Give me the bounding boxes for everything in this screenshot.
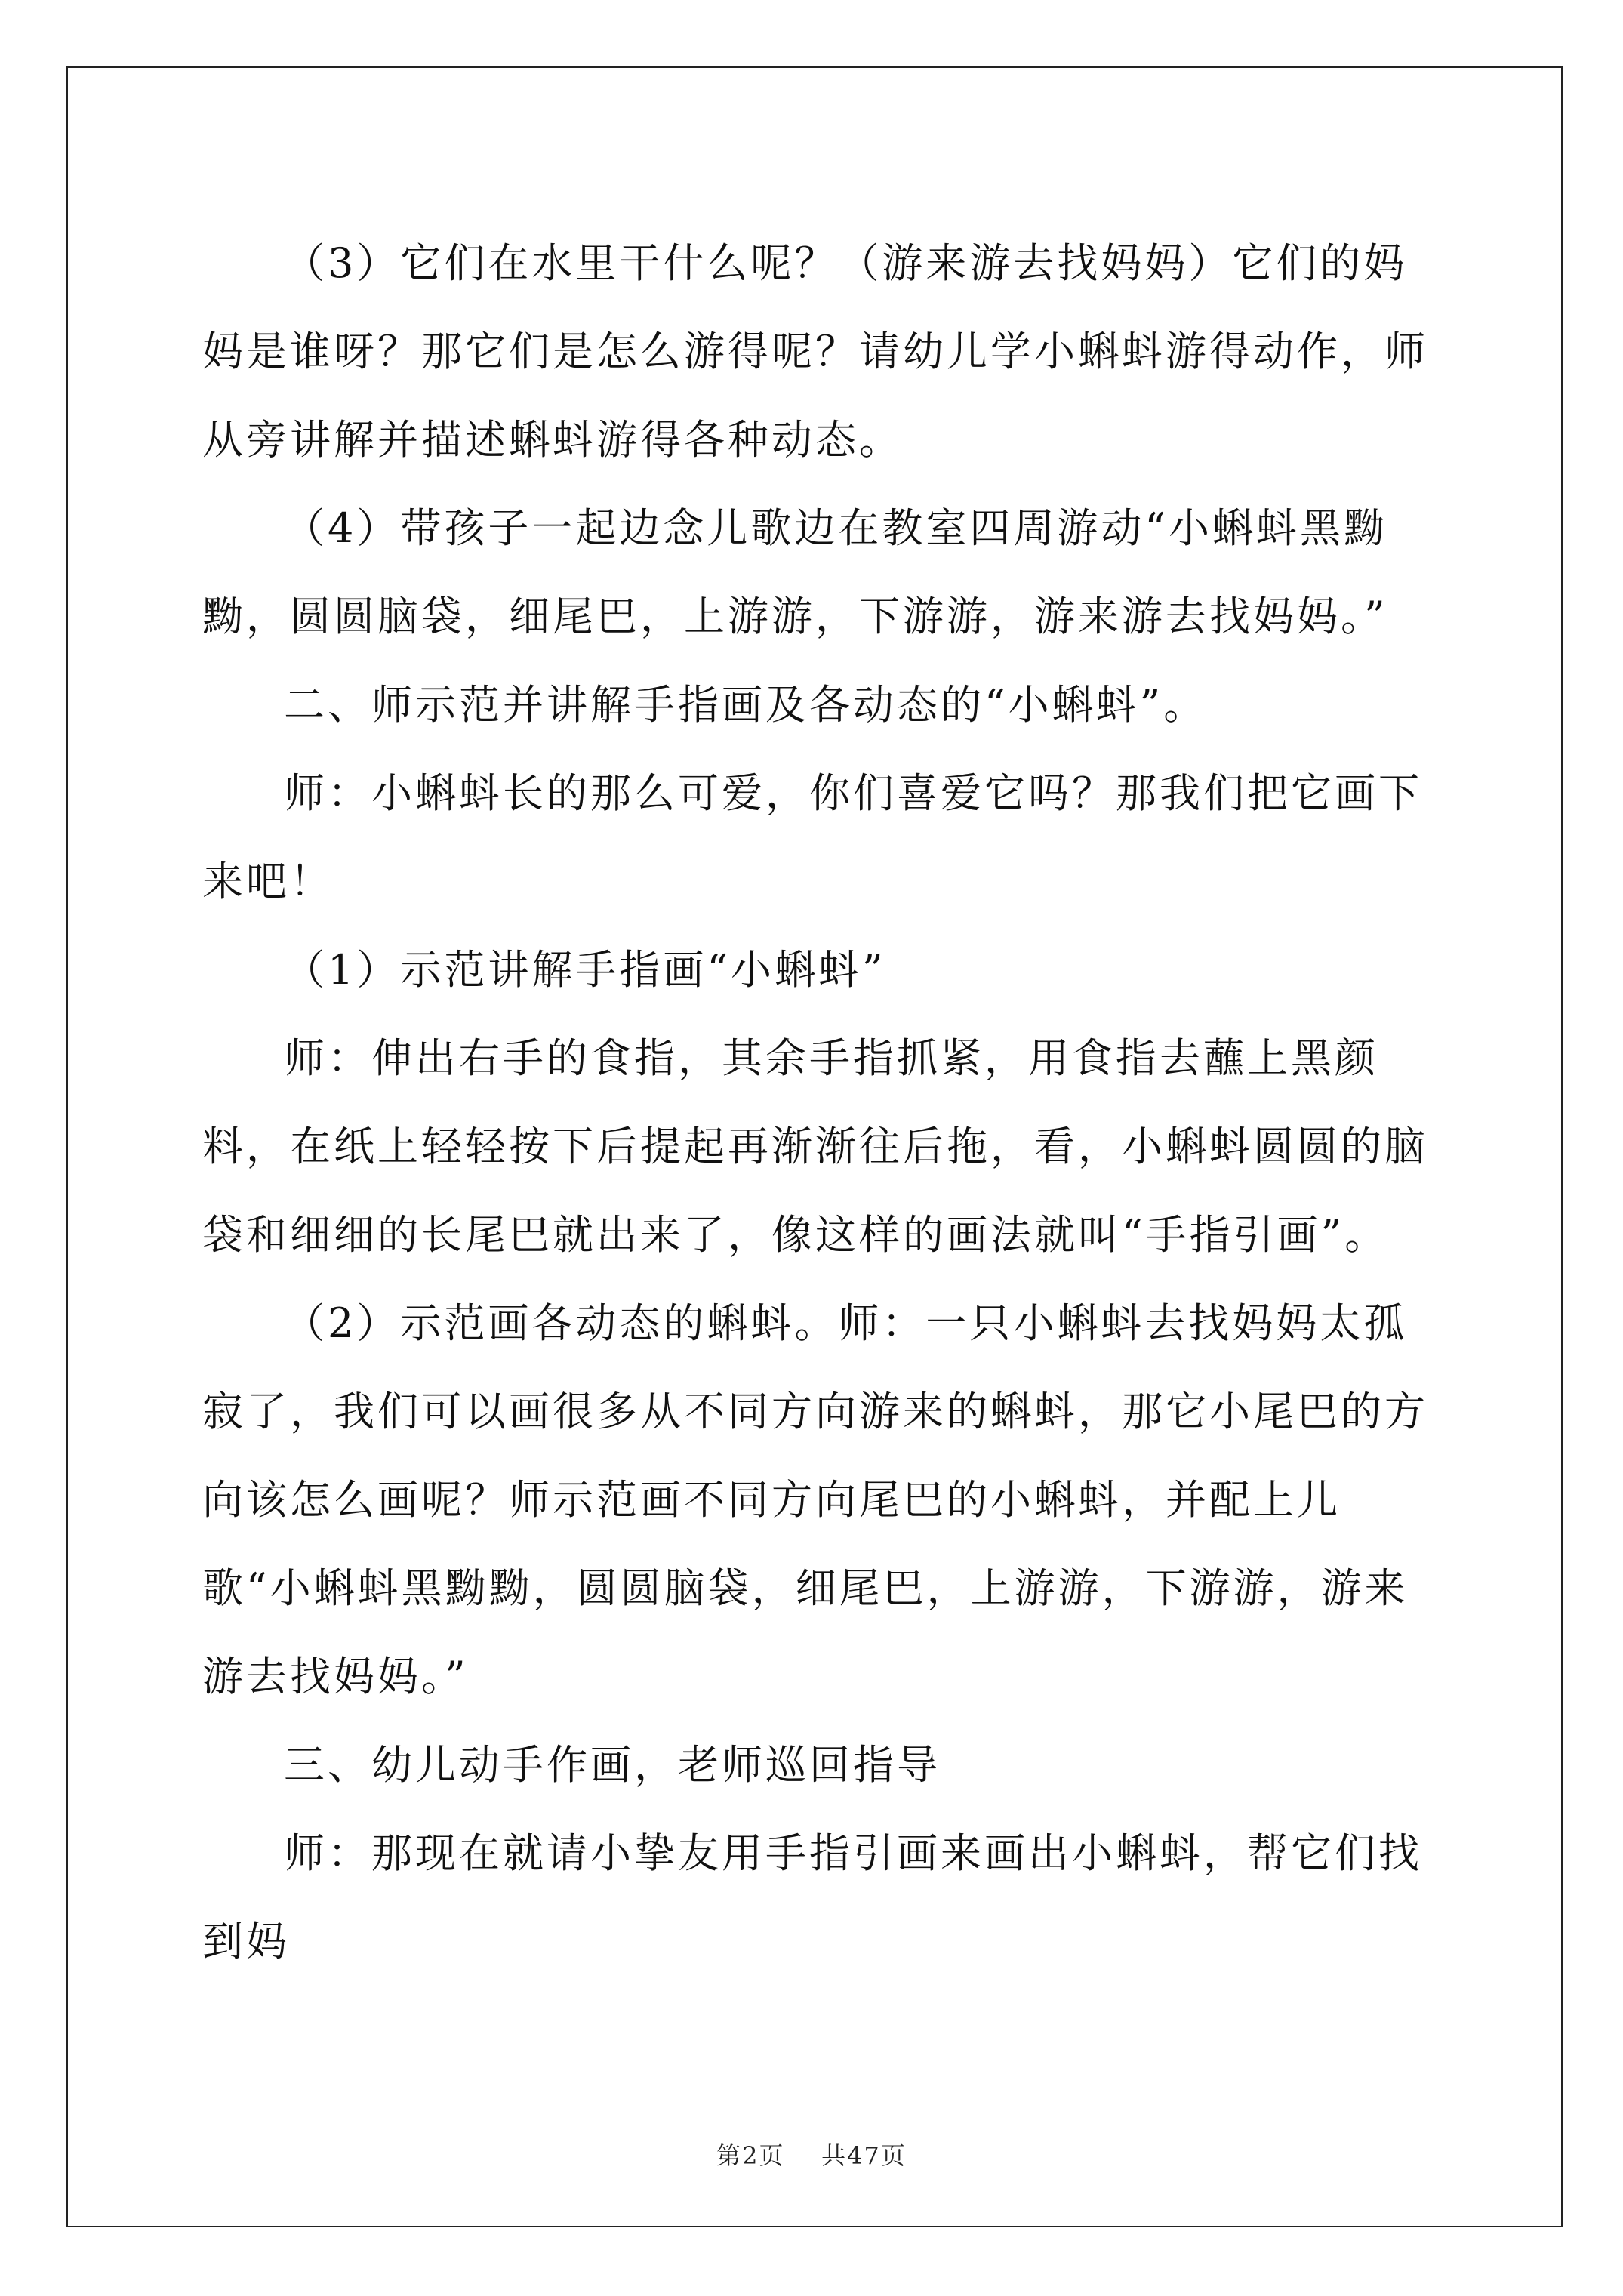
paragraph-2: （4）带孩子一起边念儿歌边在教室四周游动“小蝌蚪黑黝黝，圆圆脑袋，细尾巴，上游游，下游游，游来游去找妈妈。” <box>202 504 1388 640</box>
paragraph-7: （2）示范画各动态的蝌蚪。师：一只小蝌蚪去找妈妈太孤寂了，我们可以画很多从不同方向游来的蝌蚪，那它小尾巴的方向该怎么画呢？师示范画不同方向尾巴的小蝌蚪，并配上儿歌“小蝌蚪黑黝黝，圆圆脑袋，细尾巴，上游游，下游游，游来游去找妈妈。” <box>202 1299 1428 1700</box>
paragraph-6: 师：伸出右手的食指，其余手指抓紧，用食指去蘸上黑颜料，在纸上轻轻按下后提起再渐渐往后拖，看，小蝌蚪圆圆的脑袋和细细的长尾巴就出来了，像这样的画法就叫“手指引画”。 <box>202 1034 1428 1259</box>
page-footer <box>0 2137 1623 2171</box>
page-total: 共47页 <box>821 2141 907 2170</box>
paragraph-9: 师：那现在就请小挚友用手指引画来画出小蝌蚪，帮它们找到妈 <box>202 1829 1422 1965</box>
paragraph-3: 二、师示范并讲解手指画及各动态的“小蝌蚪”。 <box>284 681 1208 729</box>
page-number: 第2页 <box>716 2141 785 2170</box>
paragraph-1: （3）它们在水里干什么呢？（游来游去找妈妈）它们的妈妈是谁呀？那它们是怎么游得呢？请幼儿学小蝌蚪游得动作，师从旁讲解并描述蝌蚪游得各种动态。 <box>202 239 1428 464</box>
paragraph-4: 师：小蝌蚪长的那么可爱，你们喜爱它吗？那我们把它画下来吧！ <box>202 769 1422 905</box>
document-body <box>202 219 1440 1986</box>
paragraph-5: （1）示范讲解手指画“小蝌蚪” <box>284 946 886 994</box>
paragraph-8: 三、幼儿动手作画，老师巡回指导 <box>284 1741 941 1789</box>
